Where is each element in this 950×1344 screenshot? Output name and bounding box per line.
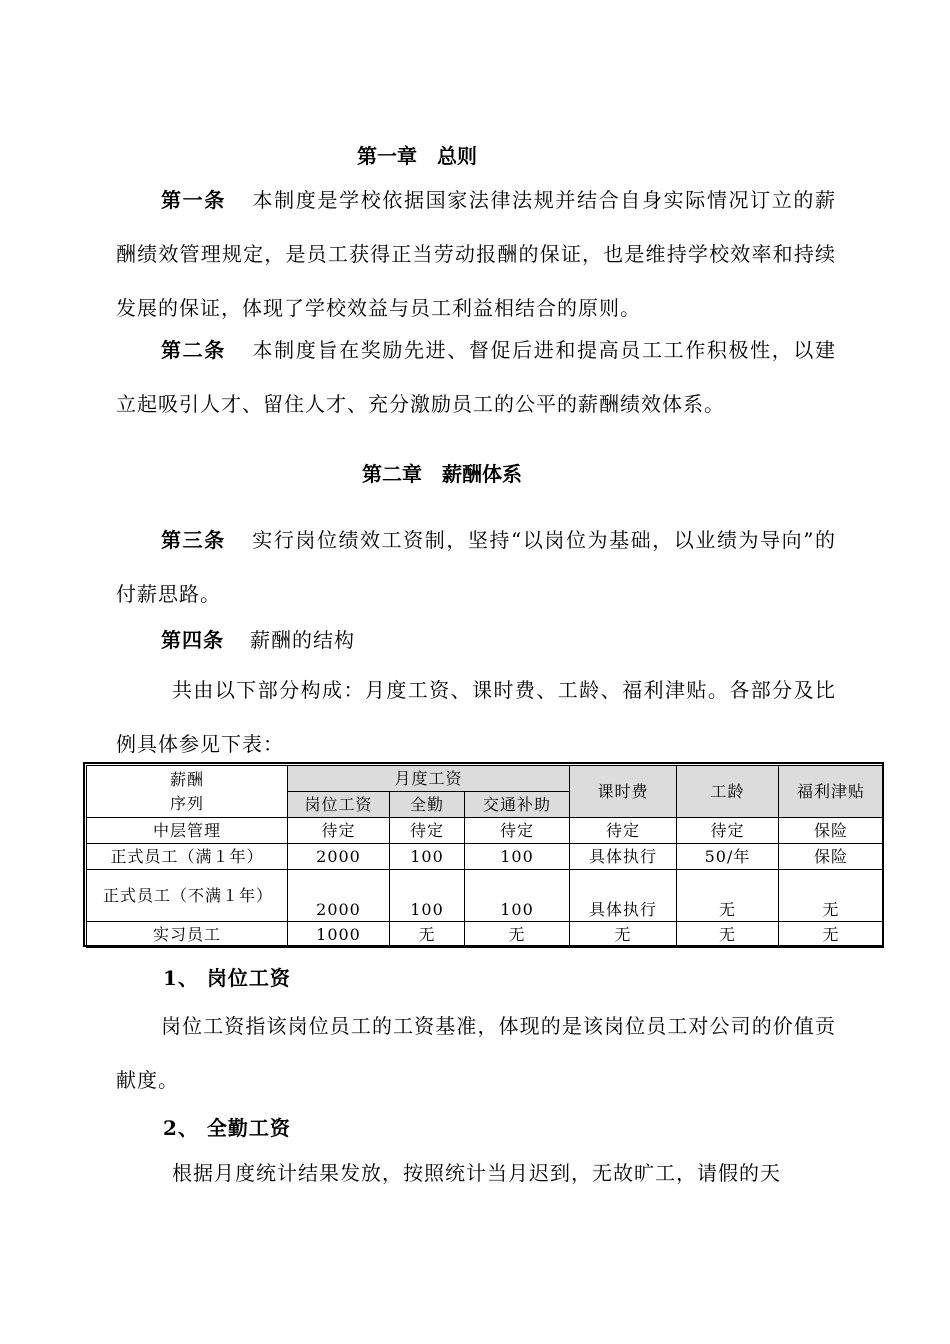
table-cell: 保险 (779, 844, 884, 870)
table-cell: 中层管理 (87, 818, 288, 844)
table-cell: 无 (779, 870, 884, 922)
table-cell: 无 (779, 922, 884, 948)
table-corner-top: 薪酬 (169, 769, 204, 789)
table-cell: 正式员工（满１年） (87, 844, 288, 870)
article-1-label: 第一条 (161, 188, 226, 212)
article-3 (116, 513, 836, 621)
table-cell: 具体执行 (570, 870, 677, 922)
header-welfare: 福利津贴 (779, 766, 884, 818)
table-row (87, 870, 884, 922)
chapter-1-title: 第一章 总则 (357, 144, 477, 168)
section-2-title: 2、 全勤工资 (163, 1116, 291, 1140)
table-cell: 2000 (288, 870, 390, 922)
article-1 (116, 173, 836, 335)
article-2-text: 本制度旨在奖励先进、督促后进和提高员工工作积极性，以建立起吸引人才、留住人才、充分激励员工的公平的薪酬绩效体系。 (116, 338, 837, 416)
table-row (87, 922, 884, 948)
table-cell: 无 (677, 922, 779, 948)
table-cell: 无 (570, 922, 677, 948)
table-cell: 具体执行 (570, 844, 677, 870)
table-corner-cell (87, 766, 288, 818)
article-3-label: 第三条 (161, 528, 226, 552)
table-cell: 无 (677, 870, 779, 922)
chapter-2-title: 第二章 薪酬体系 (362, 462, 522, 486)
table-cell: 无 (465, 922, 570, 948)
table-cell: 待定 (570, 818, 677, 844)
article-4-text: 薪酬的结构 (250, 628, 355, 652)
table-cell: 待定 (288, 818, 390, 844)
header-post-wage: 岗位工资 (288, 792, 390, 818)
article-2-label: 第二条 (161, 338, 226, 362)
header-monthly-wage: 月度工资 (288, 766, 570, 792)
header-transport: 交通补助 (465, 792, 570, 818)
table-cell: 1000 (288, 922, 390, 948)
table-cell: 正式员工（不满１年） (87, 870, 288, 922)
table-cell: 100 (465, 870, 570, 922)
article-1-text: 本制度是学校依据国家法律法规并结合自身实际情况订立的薪酬绩效管理规定，是员工获得正当劳动报酬的保证，也是维持学校效率和持续发展的保证，体现了学校效益与员工利益相结合的原则。 (116, 188, 837, 320)
salary-intro: 共由以下部分构成：月度工资、课时费、工龄、福利津贴。各部分及比例具体参见下表： (116, 678, 836, 756)
article-2 (116, 323, 836, 431)
header-full-attendance: 全勤 (390, 792, 465, 818)
table-cell: 100 (390, 844, 465, 870)
section-1-title: 1、 岗位工资 (163, 966, 291, 990)
table-cell: 待定 (465, 818, 570, 844)
table-cell: 实习员工 (87, 922, 288, 948)
table-cell: 无 (390, 922, 465, 948)
article-4 (116, 613, 836, 667)
table-cell: 待定 (677, 818, 779, 844)
table-cell: 待定 (390, 818, 465, 844)
table-cell: 100 (390, 870, 465, 922)
section-2-text: 根据月度统计结果发放，按照统计当月迟到，无故旷工，请假的天 (172, 1161, 781, 1185)
table-cell: 2000 (288, 844, 390, 870)
header-seniority: 工龄 (677, 766, 779, 818)
table-row (87, 844, 884, 870)
table-cell: 保险 (779, 818, 884, 844)
table-row (87, 818, 884, 844)
article-3-text: 实行岗位绩效工资制，坚持“以岗位为基础，以业绩为导向”的付薪思路。 (116, 528, 837, 606)
article-4-label: 第四条 (161, 628, 224, 652)
table-cell: 100 (465, 844, 570, 870)
table-corner-bottom: 序列 (169, 793, 204, 813)
salary-structure-table (86, 765, 884, 948)
section-1-text: 岗位工资指该岗位员工的工资基准，体现的是该岗位员工对公司的价值贡献度。 (116, 1014, 836, 1092)
header-hour-fee: 课时费 (570, 766, 677, 818)
table-cell: 50/年 (677, 844, 779, 870)
